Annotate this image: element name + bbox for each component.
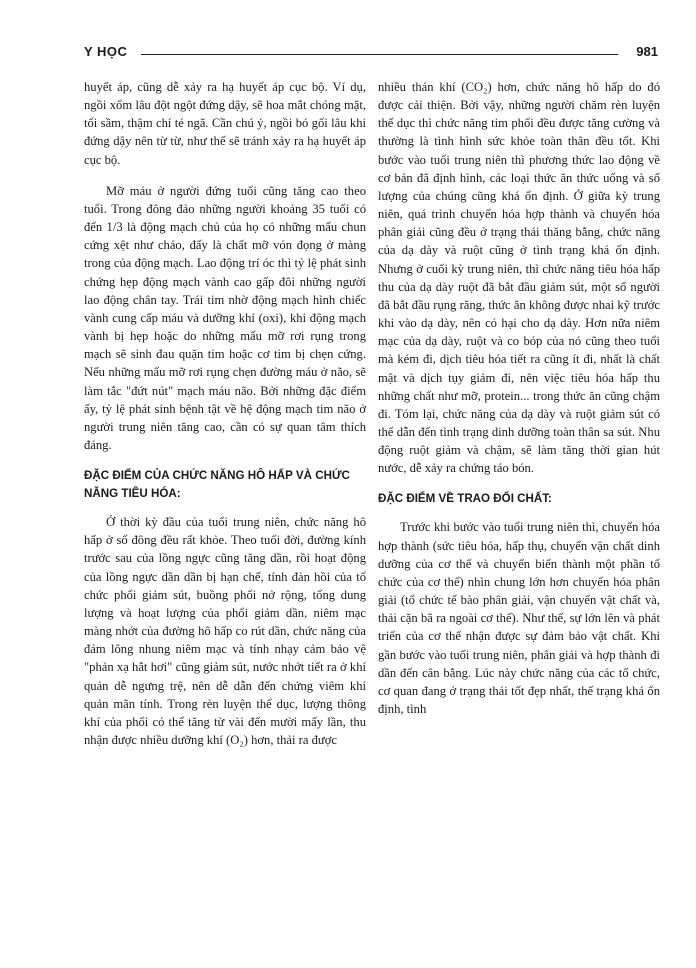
page-header bbox=[84, 44, 658, 62]
left-column bbox=[84, 78, 366, 749]
paragraph-metabolism: Trước khi bước vào tuổi trung niên thì, chuyển hóa hợp thành (sức tiêu hóa, hấp thụ, chuyển vận chất dinh dưỡng của cơ thể và chuyển biến thành một phần tổ chức của cơ thể) nhìn chung lớn hơn chuyển hóa phân giải (tổ chức tế bào phân giải, vận chuyển vật chất và, thải cặn bã ra ngoài cơ thể). Như thế, sự lớn lên và phát triển của cơ thể nhận được sự đảm bảo vật chất. Khi gần bước vào tuổi trung niên, phân giải và hợp thành đi dần đến cân bằng. Lúc này chức năng của các tổ chức, cơ quan đang ở trạng thái tốt đẹp nhất, thể trạng khá ổn định, tình bbox=[378, 520, 660, 716]
paragraph-blood-pressure: huyết áp, cũng dễ xảy ra hạ huyết áp cục bộ. Ví dụ, ngồi xổm lâu đột ngột đứng dậy, sẽ hoa mắt chóng mặt, tối sầm, thậm chí té ngã. Cần chú ý, ngồi bó gối lâu khi đứng dậy nên từ từ, như thế sẽ tránh xảy ra hạ huyết áp cục bộ. bbox=[84, 80, 366, 167]
page-number: 981 bbox=[636, 44, 658, 59]
paragraph-respiration: Ở thời kỳ đầu của tuổi trung niên, chức năng hô hấp ở số đông đều rất khỏe. Theo tuổi đời, đường kính trước sau của lồng ngực cũng tăng dần, rồi hoạt động của lồng ngực dần dần bị hạn chế, tính đàn hồi của tổ chức phổi giảm sút, buồng phổi nở rộng, tổng dung lượng và hoạt lượng của phổi giảm dần, niêm mạc màng nhớt của đường hô hấp co rút dần, chức năng của đám lông nhung niêm mạc và tính nhạy cảm bảo vệ "phản xạ hắt hơi" cũng giảm sút, nước nhớt tiết ra ở khí quản dễ ngưng trệ, nên dễ dẫn đến chứng viêm khí quản mãn tính. Trong rèn luyện thể dục, lượng thông khí của phổi có thể tăng từ vài đến mười mấy lần, thu nhận được nhiều dưỡng khí (O₂) hơn, thải ra được bbox=[84, 515, 366, 747]
header-rule bbox=[141, 54, 618, 55]
section-heading-metabolism: ĐẶC ĐIỂM VỀ TRAO ĐỔI CHẤT: bbox=[378, 492, 552, 506]
paragraph-blood-fat: Mỡ máu ở người đứng tuổi cũng tăng cao theo tuổi. Trong đông đảo những người khoảng 35 tuổi có đến 1/3 là động mạch chủ của họ có những mẩu chun cứng xệt như cháo, đấy là chất mỡ vón đọng ở màng trong của động mạch. Lao động trí óc thì tỷ lệ phát sinh chứng hẹp động mạch vành cao gấp đôi những người lao động chân tay. Trái tim nhờ động mạch hình chiếc vành cung cấp máu và dưỡng khí (oxi), khi động mạch vành bị hẹp hoặc do những mẩu mỡ rơi rụng trong mạch sẽ sinh đau quặn tim hoặc cơ tim bị chẹn cứng. Nếu những mẩu mỡ rơi rụng chẹn đường máu ở não, sẽ làm tắc "đứt nút" mạch máu não. Bởi những đặc điểm ấy, tỷ lệ phát sinh bệnh tật về hệ động mạch tim não ở người trung niên tăng cao, cần có sự quan tâm thích đáng. bbox=[84, 183, 366, 452]
running-title: Y HỌC bbox=[84, 44, 128, 59]
paragraph-digestion: nhiều thán khí (CO₂) hơn, chức năng hô hấp do đó được cải thiện. Bởi vậy, những người chăm rèn luyện thể dục thì chức năng tim phổi đều được tăng cường và thường là tình hình sức khỏe toàn thân đều tốt. Khi bước vào tuổi trung niên thì phương thức lao động về cơ bản đã định hình, các loại thức ăn thức uống và số lượng của chúng cũng khá ổn định. Ở giữa kỳ trung niên, quá trình chuyển hóa hợp thành và chuyển hóa phân giải cũng đều ở trạng thái thăng bằng, chức năng của dạ dày và ruột cũng ở tình trạng khá ổn định. Nhưng ở cuối kỳ trung niên, thì chức năng tiêu hóa hấp thu của dạ dày ruột đã bắt đầu giảm sút, một số người đã bắt đầu rụng răng, thức ăn không được nhai kỹ trước khi vào dạ dày, nên có hại cho dạ dày. Hơn nữa niêm mạc của dạ dày, ruột và co bóp của nó cũng theo tuổi mà kém đi, dịch tiêu hóa tiết ra cũng ít đi, nhất là chất mật và dịch tụy giảm đi, nên việc tiêu hóa hấp thu những chất như mỡ, protein... trong thức ăn cũng chậm đi. Tóm lại, chức năng của dạ dày và ruột giảm sút có thể dẫn đến tình trạng dinh dưỡng toàn thân sa sút. Nhu động ruột giảm và chậm, sẽ làm tăng thời gian hút nước, dễ xảy ra chứng táo bón. bbox=[378, 80, 660, 476]
section-heading-respiration-digestion: ĐẶC ĐIỂM CỦA CHỨC NĂNG HÔ HẤP VÀ CHỨC NĂNG TIÊU HÓA: bbox=[84, 469, 350, 501]
right-column bbox=[378, 78, 660, 718]
